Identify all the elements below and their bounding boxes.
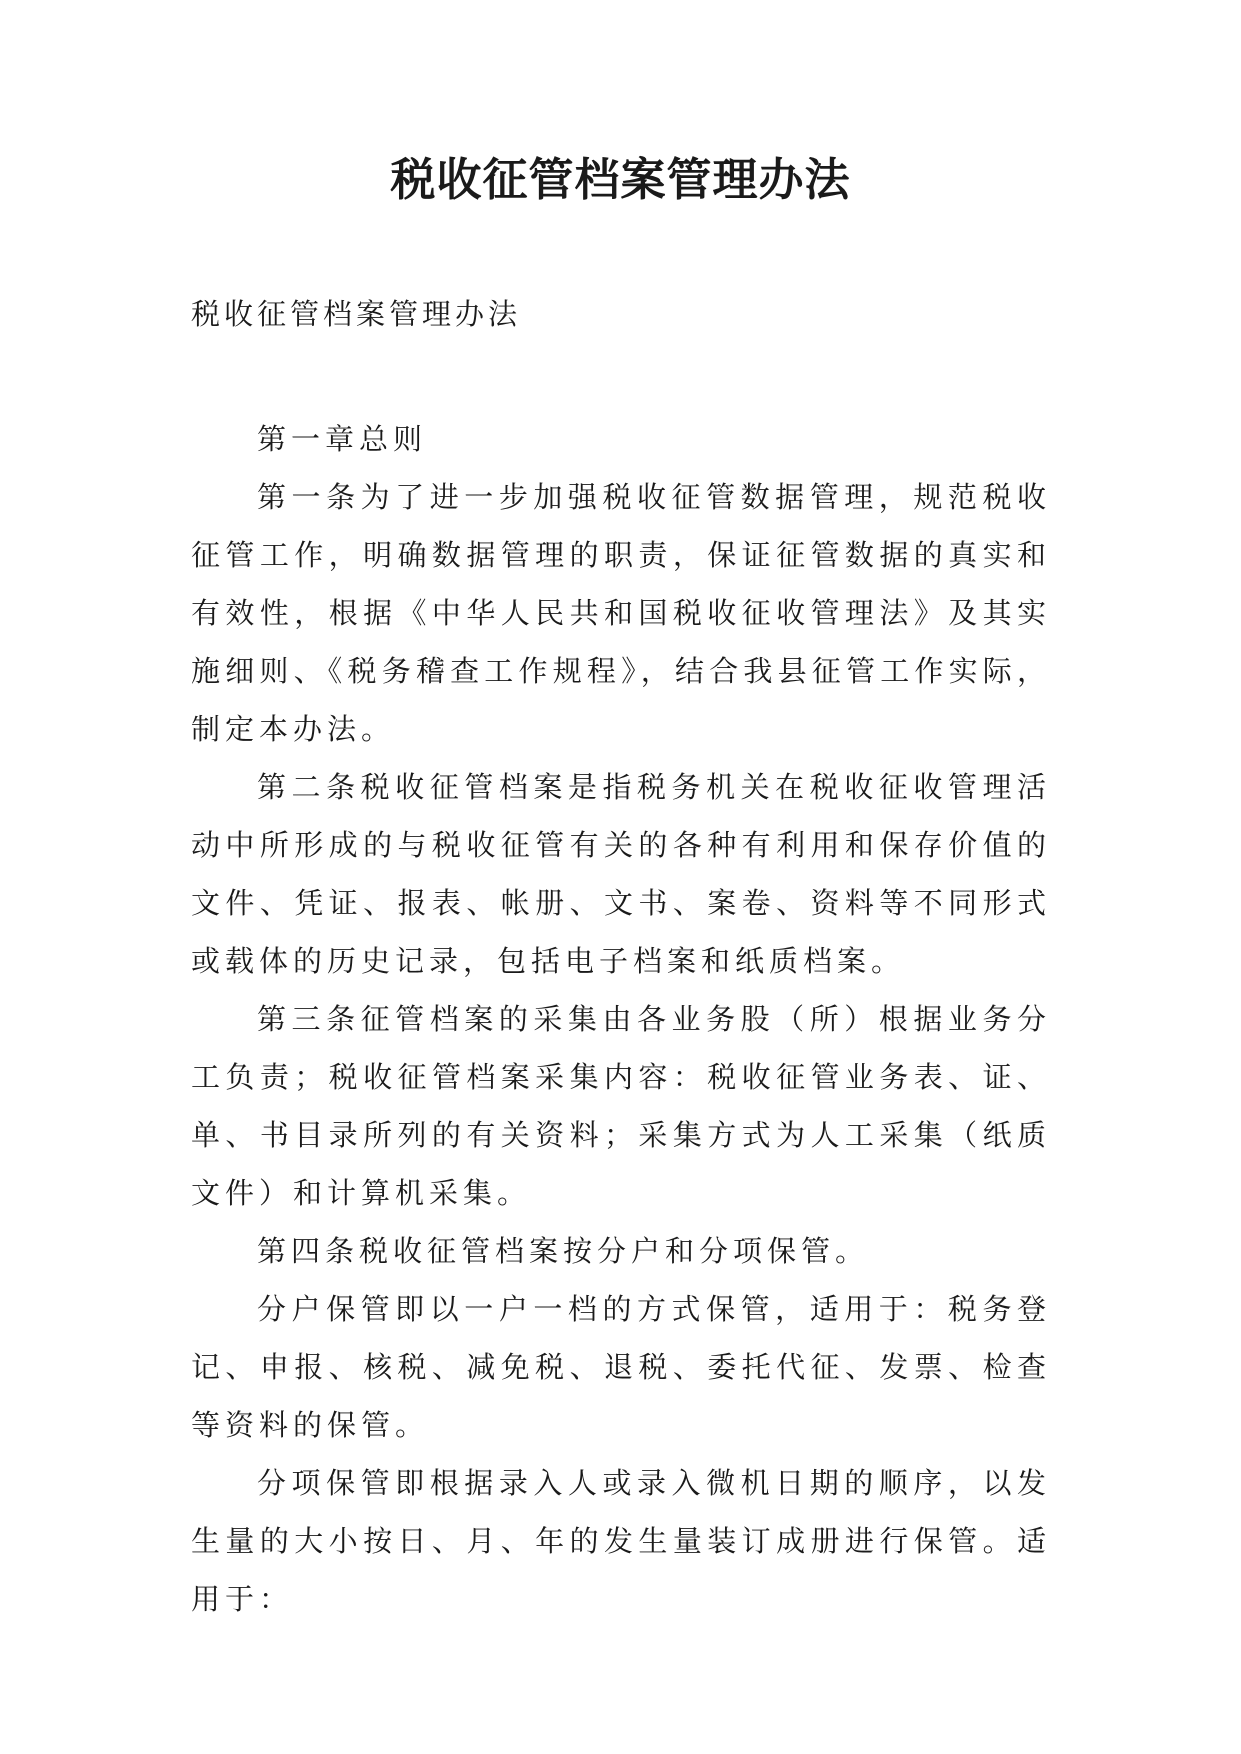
article-2-paragraph: 第二条税收征管档案是指税务机关在税收征收管理活动中所形成的与税收征管有关的各种有利用和保存价值的文件、凭证、报表、帐册、文书、案卷、资料等不同形式或载体的历史记录，包括电子档案和纸质档案。 xyxy=(191,770,1051,978)
article-4-paragraph: 第四条税收征管档案按分户和分项保管。 xyxy=(257,1234,870,1268)
itemized-storage-paragraph: 分项保管即根据录入人或录入微机日期的顺序，以发生量的大小按日、月、年的发生量装订成册进行保管。适用于： xyxy=(191,1466,1051,1616)
article-3-paragraph: 第三条征管档案的采集由各业务股（所）根据业务分工负责；税收征管档案采集内容：税收征管业务表、证、单、书目录所列的有关资料；采集方式为人工采集（纸质文件）和计算机采集。 xyxy=(191,1002,1051,1210)
article-1-paragraph: 第一条为了进一步加强税收征管数据管理，规范税收征管工作，明确数据管理的职责，保证征管数据的真实和有效性，根据《中华人民共和国税收征收管理法》及其实施细则、《税务稽查工作规程》，结合我县征管工作实际，制定本办法。 xyxy=(191,480,1051,746)
document-body xyxy=(191,410,1051,1628)
document-subtitle: 税收征管档案管理办法 xyxy=(191,297,522,331)
document-title: 税收征管档案管理办法 xyxy=(390,153,851,206)
per-household-storage-paragraph: 分户保管即以一户一档的方式保管，适用于：税务登记、申报、核税、减免税、退税、委托代征、发票、检查等资料的保管。 xyxy=(191,1292,1051,1442)
chapter-heading: 第一章总则 xyxy=(257,422,428,456)
